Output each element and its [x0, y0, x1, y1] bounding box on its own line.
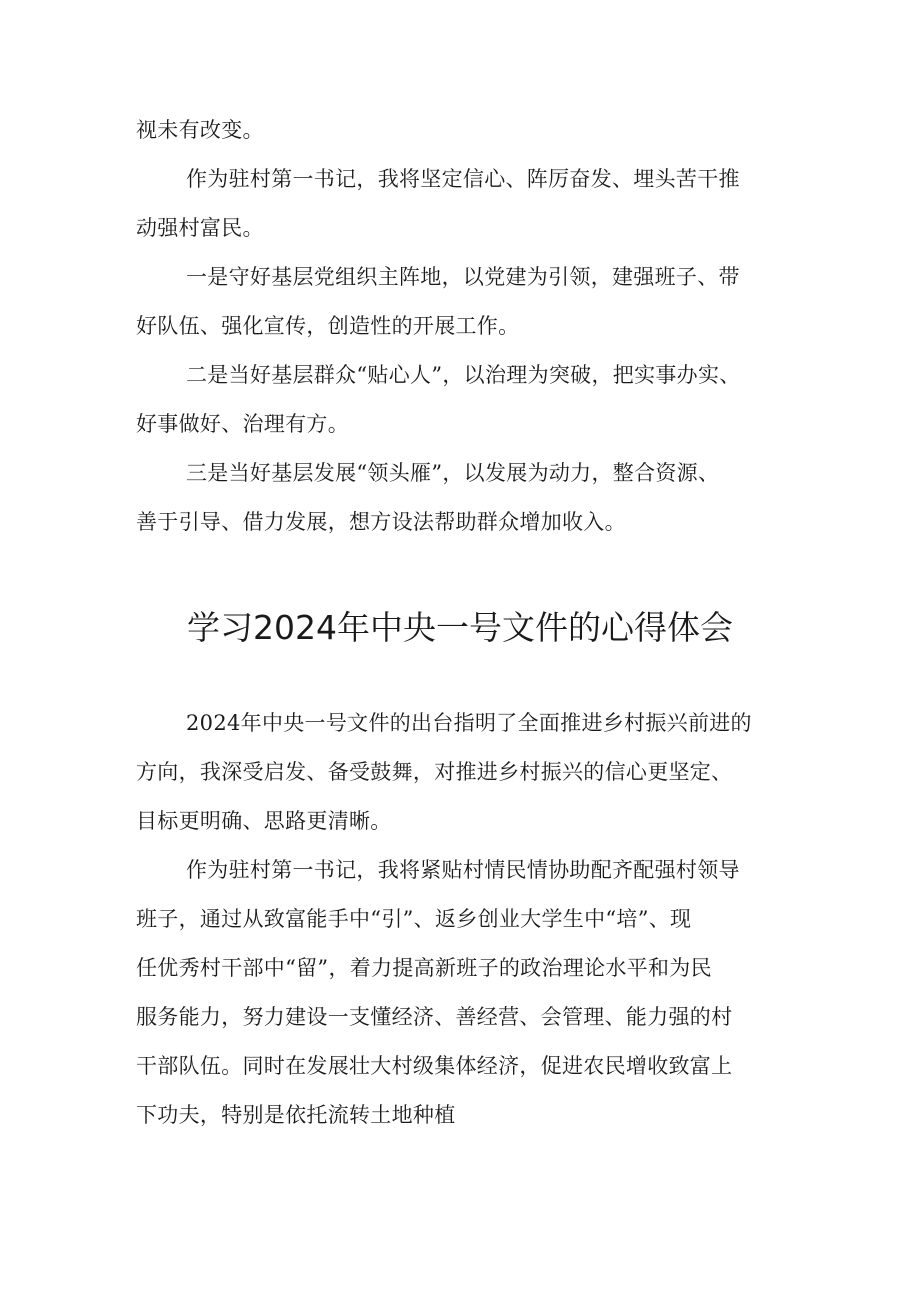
paragraph-line: 好事做好、治理有方。 — [136, 412, 349, 436]
paragraph-line: 2024年中央一号文件的出台指明了全面推进乡村振兴前进的 — [186, 711, 752, 735]
paragraph-line: 善于引导、借力发展，想方设法帮助群众增加收入。 — [136, 510, 626, 534]
paragraph-line: 一是守好基层党组织主阵地，以党建为引领，建强班子、带 — [186, 265, 740, 289]
paragraph-line: 作为驻村第一书记，我将坚定信心、阵厉奋发、埋头苦干推 — [186, 167, 740, 191]
paragraph-line: 下功夫，特别是依托流转土地种植 — [136, 1103, 456, 1127]
paragraph-line: 好队伍、强化宣传，创造性的开展工作。 — [136, 314, 520, 338]
paragraph-line: 二是当好基层群众“贴心人”，以治理为突破，把实事办实、 — [186, 363, 741, 387]
paragraph-line: 目标更明确、思路更清晰。 — [136, 809, 392, 833]
paragraph-line: 服务能力，努力建设一支懂经济、善经营、会管理、能力强的村 — [136, 1005, 733, 1029]
paragraph-line: 动强村富民。 — [136, 216, 264, 240]
paragraph-line: 任优秀村干部中“留”，着力提高新班子的政治理论水平和为民 — [136, 956, 712, 980]
paragraph-line: 干部队伍。同时在发展壮大村级集体经济，促进农民增收致富上 — [136, 1054, 733, 1078]
paragraph-line: 三是当好基层发展“领头雁”，以发展为动力，整合资源、 — [186, 461, 720, 485]
document-title: 学习2024年中央一号文件的心得体会 — [187, 608, 733, 647]
paragraph-line: 班子，通过从致富能手中“引”、返乡创业大学生中“培”、现 — [136, 907, 692, 931]
paragraph-line: 视未有改变。 — [136, 118, 264, 142]
paragraph-line: 作为驻村第一书记，我将紧贴村情民情协助配齐配强村领导 — [186, 858, 740, 882]
paragraph-line: 方向，我深受启发、备受鼓舞，对推进乡村振兴的信心更坚定、 — [136, 760, 733, 784]
